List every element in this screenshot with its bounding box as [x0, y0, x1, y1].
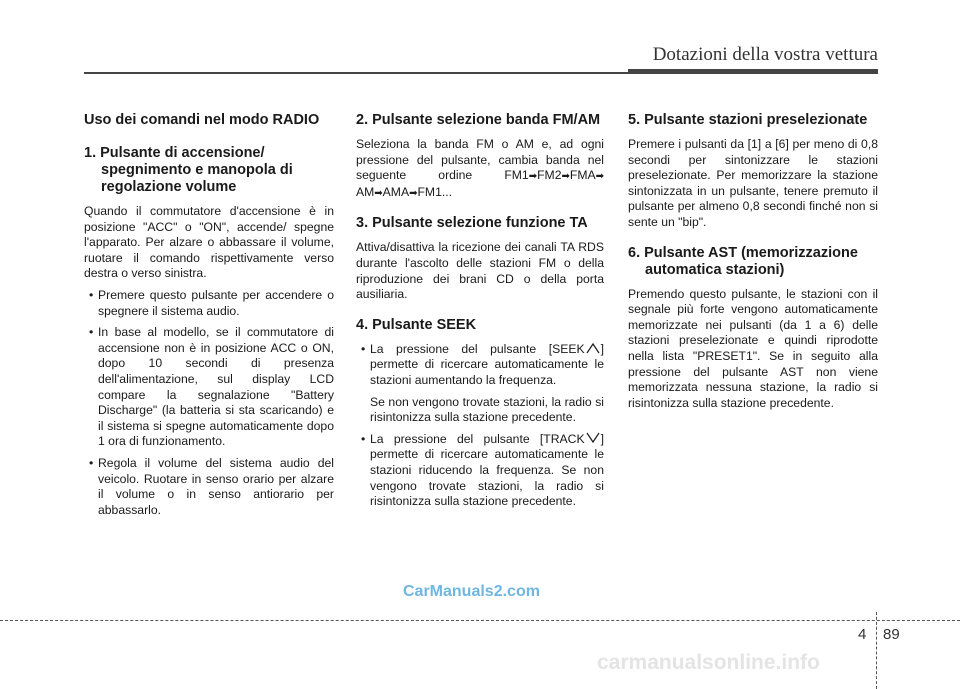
paragraph-ast: Premendo questo pulsante, le stazioni con il segnale più forte vengono automaticamente memorizzate nei pulsanti (da 1 a 6) delle stazioni preselezionate e quindi riprodotte nella lista "PRESET1". Se in seguito alla pressione del pulsante AST non viene memorizzata nessuna stazione, la radio si risintonizza sulla stazione precedente. — [628, 286, 878, 410]
chevron-down-icon — [585, 432, 601, 444]
column-3 — [628, 112, 878, 417]
bullet-list-power — [84, 288, 334, 518]
list-item: • La pressione del pulsante [TRACK ] permette di ricercare automaticamente le stazioni riducendo la frequenza. Se non vengono trovate stazioni, la radio si risintonizza sulla stazione precedente. — [361, 431, 604, 509]
paragraph-seek-note: Se non vengono trovate stazioni, la radio si risintonizza sulla stazione precedente. — [370, 394, 604, 425]
list-item: • Regola il volume del sistema audio del veicolo. Ruotare in senso orario per alzare il volume o in senso antiorario per abbassarlo. — [89, 455, 334, 517]
bullet-list-seek — [356, 342, 604, 389]
section-heading-radio: Uso dei comandi nel modo RADIO — [84, 112, 320, 128]
watermark-carmanualsonline: carmanualsonline.info — [597, 651, 820, 674]
bullet-list-track — [356, 432, 604, 510]
paragraph-band: Seleziona la banda FM o AM e, ad ogni pressione del pulsante, cambia banda nel seguente ordine FM1➡FM2➡FMA➡ AM➡AMA➡FM1... — [356, 137, 604, 199]
list-item: • In base al modello, se il commutatore di accensione non è in posizione ACC o ON, dopo 10 secondi di presenza dell'alimentazione, sul display LCD compare la segnalazione "Battery Discharge" (la batteria si sta scaricando) e il sistema si spegne automaticamente dopo 1 ora di funzionamento. — [89, 325, 334, 449]
footer-rule — [0, 620, 960, 621]
section-title-preset: 5. Pulsante stazioni preselezionate — [628, 112, 868, 128]
right-arrow-icon: ➡ — [528, 171, 538, 183]
paragraph-ta: Attiva/disattiva la ricezione dei canali TA RDS durante l'ascolto delle stazioni FM o della riproduzione dei brani CD o della porta ausiliaria. — [356, 240, 604, 302]
section-title-band: 2. Pulsante selezione banda FM/AM — [356, 112, 601, 128]
list-item: • Premere questo pulsante per accendere o spegnere il sistema audio. — [89, 287, 334, 318]
right-arrow-icon: ➡ — [374, 187, 383, 199]
paragraph-power-volume: Quando il commutatore d'accensione è in posizione "ACC" o "ON", accende/ spegne l'apparato. Per alzare o abbassare il volume, ruotare il comando rispettivamente verso destra o verso sinistra. — [84, 204, 334, 281]
page-header-title: Dotazioni della vostra vettura — [652, 44, 878, 65]
section-title-seek: 4. Pulsante SEEK — [356, 316, 477, 333]
section-title-ta: 3. Pulsante selezione funzione TA — [356, 215, 588, 232]
section-title-power-volume: 1. Pulsante di accensione/ spegnimento e manopola di regolazione volume — [84, 145, 293, 195]
section-title-ast: 6. Pulsante AST (memorizzazione automatica stazioni) — [628, 244, 858, 278]
chapter-number: 4 — [858, 626, 867, 643]
footer-divider — [876, 612, 877, 689]
column-2 — [356, 112, 604, 516]
paragraph-preset: Premere i pulsanti da [1] a [6] per meno di 0,8 secondi per sintonizzare le stazioni preselezionate. Per memorizzare la stazione sintonizzata in un pulsante, tenere premuto il pulsante per almeno 0,8 secondi finché non si sente un "bip". — [628, 137, 878, 229]
watermark-carmanuals2: CarManuals2.com — [403, 583, 540, 600]
column-1 — [84, 112, 334, 524]
right-arrow-icon: ➡ — [561, 171, 570, 183]
right-arrow-icon: ➡ — [409, 187, 418, 199]
list-item: • La pressione del pulsante [SEEK ] permette di ricercare automaticamente le stazioni aumentando la frequenza. — [361, 341, 604, 387]
page-number: 89 — [883, 626, 900, 643]
chevron-up-icon — [585, 342, 601, 354]
right-arrow-icon: ➡ — [595, 171, 604, 183]
header-rule-accent — [628, 69, 878, 74]
